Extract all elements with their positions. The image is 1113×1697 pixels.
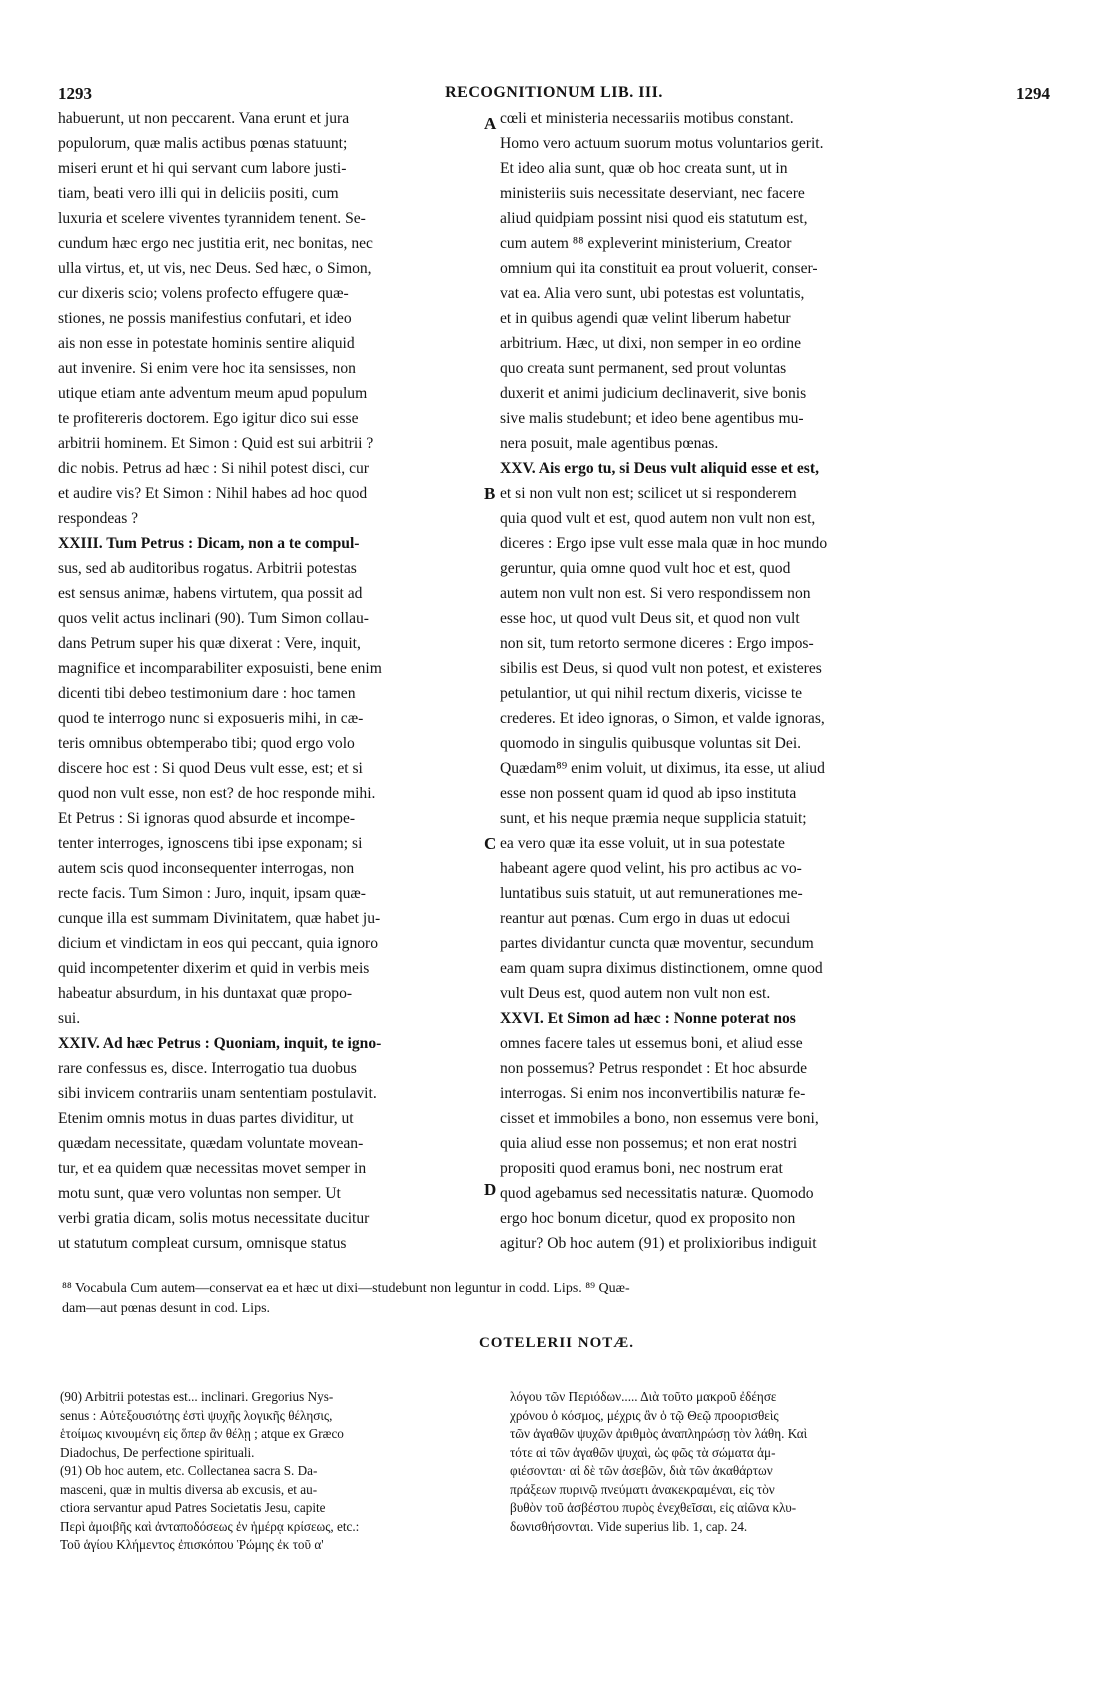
text-line: te profitereris doctorem. Ego igitur dico sui esse xyxy=(58,410,359,427)
text-line: tiam, beati vero illi qui in deliciis positi, cum xyxy=(58,185,339,202)
text-line: crederes. Et ideo ignoras, o Simon, et valde ignoras, xyxy=(500,710,825,727)
text-line: motu sunt, quæ vero voluntas non semper. Ut xyxy=(58,1185,341,1202)
text-line: XXIV. Ad hæc Petrus : Quoniam, inquit, te igno- xyxy=(58,1035,382,1052)
text-line: utique etiam ante adventum meum apud populum xyxy=(58,385,368,402)
text-line: Et Petrus : Si ignoras quod absurde et incompe- xyxy=(58,810,356,827)
note-line: Περὶ ἀμοιβῆς καὶ ἀνταποδόσεως ἐν ἡμέρᾳ κρίσεως, etc.: xyxy=(60,1518,360,1534)
note-line: φιέσονται· αἱ δὲ τῶν ἀσεβῶν, διὰ τῶν ἀκαθάρτων xyxy=(510,1463,773,1478)
section-marker-a: A xyxy=(484,114,497,133)
text-line: partes dividantur cuncta quæ moventur, secundum xyxy=(500,935,814,952)
text-line: habuerunt, ut non peccarent. Vana erunt et jura xyxy=(58,110,350,127)
text-line: Homo vero actuum suorum motus voluntarios gerit. xyxy=(500,135,824,152)
text-line: geruntur, quia omne quod vult hoc et est, quod xyxy=(500,560,791,577)
text-line: cisset et immobiles a bono, non essemus vere boni, xyxy=(500,1110,819,1127)
text-line: tur, et ea quidem quæ necessitas movet semper in xyxy=(58,1160,367,1177)
text-line: et audire vis? Et Simon : Nihil habes ad hoc quod xyxy=(58,485,368,502)
text-line: cum autem ⁸⁸ expleverint ministerium, Creator xyxy=(500,235,792,252)
notes-title: COTELERII NOTÆ. xyxy=(478,1335,635,1351)
note-line: Τοῦ ἁγίου Κλήμεντος ἐπισκόπου Ῥώμης ἐκ τοῦ α' xyxy=(60,1537,324,1552)
section-marker-c: C xyxy=(484,834,497,853)
text-line: quo creata sunt permanent, sed prout voluntas xyxy=(500,360,787,377)
footnote-line: dam—aut pœnas desunt in cod. Lips. xyxy=(62,1301,271,1316)
text-line: respondeas ? xyxy=(58,510,139,527)
text-line: ea vero quæ ita esse voluit, ut in sua potestate xyxy=(500,835,785,852)
running-header xyxy=(58,84,1050,106)
text-line: stiones, ne possis manifestius confutari, et ideo xyxy=(58,310,352,327)
text-line: cur dixeris scio; volens profecto effugere quæ- xyxy=(58,285,349,302)
note-line: masceni, quæ in multis diversa ab excusis, et au- xyxy=(60,1481,318,1497)
notes-left-column xyxy=(60,1388,490,1555)
text-line: recte facis. Tum Simon : Juro, inquit, ipsam quæ- xyxy=(58,885,366,902)
text-line: interrogas. Si enim nos inconvertibilis naturæ fe- xyxy=(500,1085,806,1102)
running-title: RECOGNITIONUM LIB. III. xyxy=(445,84,663,101)
text-line: vat ea. Alia vero sunt, ubi potestas est voluntatis, xyxy=(500,285,805,302)
text-line: Et ideo alia sunt, quæ ob hoc creata sunt, ut in xyxy=(500,160,788,177)
text-line: quos velit actus inclinari (90). Tum Simon collau- xyxy=(58,610,369,627)
section-marker-b: B xyxy=(484,484,496,503)
text-line: quomodo in singulis quibusque voluntas sit Dei. xyxy=(500,735,802,752)
text-line: ais non esse in potestate hominis sentire aliquid xyxy=(58,335,355,352)
text-line: aut invenire. Si enim vere hoc ita sensisses, non xyxy=(58,360,356,377)
notes-right-column xyxy=(510,1388,940,1536)
text-line: esse hoc, ut quod vult Deus sit, et quod non vult xyxy=(500,610,800,627)
text-line: sibilis est Deus, si quod vult non potest, et existeres xyxy=(500,660,822,677)
note-line: Diadochus, De perfectione spirituali. xyxy=(60,1444,255,1460)
text-line: populorum, quæ malis actibus pœnas statuunt; xyxy=(58,135,348,152)
text-line: sibi invicem contrariis unam sententiam postulavit. xyxy=(58,1085,377,1102)
text-line: teris omnibus obtemperabo tibi; quod ergo volo xyxy=(58,735,355,752)
text-line: omnes facere tales ut essemus boni, et aliud esse xyxy=(500,1035,803,1052)
text-line: sus, sed ab auditoribus rogatus. Arbitrii potestas xyxy=(58,560,357,577)
text-line: autem scis quod inconsequenter interrogas, non xyxy=(58,860,355,877)
text-line: dicenti tibi debeo testimonium dare : hoc tamen xyxy=(58,685,356,702)
text-line: discere hoc est : Si quod Deus vult esse, est; et si xyxy=(58,760,363,777)
text-line: miseri erunt et hi qui servant cum labore justi- xyxy=(58,160,347,177)
text-line: et si non vult non est; scilicet ut si responderem xyxy=(500,485,797,502)
text-line: nera posuit, male agentibus pœnas. xyxy=(500,435,719,452)
text-line: esse non possent quam id quod ab ipso instituta xyxy=(500,785,797,802)
text-line: est sensus animæ, habens virtutem, qua possit ad xyxy=(58,585,363,602)
text-line: non sit, tum retorto sermone diceres : Ergo impos- xyxy=(500,635,814,652)
page-number-right: 1294 xyxy=(1016,84,1050,103)
text-line: tenter interroges, ignoscens tibi ipse exponam; si xyxy=(58,835,363,852)
text-line: quia aliud esse non possemus; et non erat nostri xyxy=(500,1135,798,1152)
text-line: et in quibus agendi quæ velint liberum habetur xyxy=(500,310,791,327)
footnote xyxy=(62,1279,1042,1319)
text-line: dic nobis. Petrus ad hæc : Si nihil potest disci, cur xyxy=(58,460,369,477)
right-column xyxy=(500,106,930,1256)
text-line: rare confessus es, disce. Interrogatio tua duobus xyxy=(58,1060,357,1077)
note-line: τότε αἱ τῶν ἀγαθῶν ψυχαὶ, ὡς φῶς τὰ σώματα ἀμ- xyxy=(510,1444,776,1460)
text-line: ergo hoc bonum dicetur, quod ex proposito non xyxy=(500,1210,796,1227)
page-number-left: 1293 xyxy=(58,84,92,103)
text-line: agitur? Ob hoc autem (91) et prolixioribus indiguit xyxy=(500,1235,817,1252)
text-line: ut statutum compleat cursum, omnisque status xyxy=(58,1235,347,1252)
text-line: XXVI. Et Simon ad hæc : Nonne poterat nos xyxy=(500,1010,796,1027)
text-line: petulantior, ut qui nihil rectum dixeris, vicisse te xyxy=(500,685,803,702)
note-line: λόγου τῶν Περιόδων..... Διὰ τοῦτο μακροῦ ἐδέησε xyxy=(510,1389,777,1404)
text-line: diceres : Ergo ipse vult esse mala quæ in hoc mundo xyxy=(500,535,828,552)
text-line: quod agebamus sed necessitatis naturæ. Quomodo xyxy=(500,1185,814,1202)
text-line: verbi gratia dicam, solis motus necessitate ducitur xyxy=(58,1210,370,1227)
note-line: ctiora servantur apud Patres Societatis Jesu, capite xyxy=(60,1500,326,1515)
text-line: habeatur absurdum, in his duntaxat quæ propo- xyxy=(58,985,353,1002)
note-line: ἑτοίμως κινουμένη εἰς ὅπερ ἂν θέλῃ ; atque ex Græco xyxy=(60,1426,344,1441)
text-line: Etenim omnis motus in duas partes dividitur, ut xyxy=(58,1110,354,1127)
text-line: aliud quidpiam possint nisi quod eis statutum est, xyxy=(500,210,808,227)
text-line: arbitrium. Hæc, ut dixi, non semper in eo ordine xyxy=(500,335,801,352)
note-line: senus : Αὐτεξουσιότης ἐστὶ ψυχῆς λογικῆς θέλησις, xyxy=(60,1407,333,1423)
text-line: omnium qui ita constituit ea prout voluerit, conser- xyxy=(500,260,818,277)
text-line: dicium et vindictam in eos qui peccant, quia ignoro xyxy=(58,935,379,952)
text-line: luxuria et scelere viventes tyrannidem tenent. Se- xyxy=(58,210,366,227)
footnote-line: ⁸⁸ Vocabula Cum autem—conservat ea et hæc ut dixi—studebunt non leguntur in codd. Lips. ⁸⁹ Quæ- xyxy=(62,1281,630,1296)
note-line: (91) Ob hoc autem, etc. Collectanea sacra S. Da- xyxy=(60,1463,318,1478)
note-line: πράξεων πυρινῷ πνεύματι ἀνακεκραμέναι, εἰς τὸν xyxy=(510,1481,775,1497)
text-line: magnifice et incomparabiliter exposuisti, bene enim xyxy=(58,660,382,677)
text-line: ministeriis suis necessitate deserviant, nec facere xyxy=(500,185,805,202)
text-line: quod te interrogo nunc si exposueris mihi, in cæ- xyxy=(58,710,364,727)
text-line: sive malis studebunt; et ideo bene agentibus mu- xyxy=(500,410,804,427)
text-line: propositi quod eramus boni, nec nostrum erat xyxy=(500,1160,783,1177)
text-line: cunque illa est summam Divinitatem, quæ habet ju- xyxy=(58,910,381,927)
text-line: XXV. Ais ergo tu, si Deus vult aliquid esse et est, xyxy=(500,460,819,477)
text-line: quod non vult esse, non est? de hoc responde mihi. xyxy=(58,785,376,802)
text-line: habeant agere quod velint, his pro actibus ac vo- xyxy=(500,860,802,877)
note-line: χρόνου ὁ κόσμος, μέχρις ἂν ὁ τῷ Θεῷ προορισθεὶς xyxy=(510,1407,779,1423)
left-column xyxy=(58,106,478,1256)
text-line: quia quod vult et est, quod autem non vult non est, xyxy=(500,510,816,527)
text-line: dans Petrum super his quæ dixerat : Vere, inquit, xyxy=(58,635,361,652)
text-line: non possemus? Petrus respondet : Et hoc absurde xyxy=(500,1060,808,1077)
text-line: vult Deus est, quod autem non vult non est. xyxy=(500,985,771,1002)
text-line: cundum hæc ergo nec justitia erit, nec bonitas, nec xyxy=(58,235,373,252)
text-line: quid incompetenter dixerim et quid in verbis meis xyxy=(58,960,370,977)
text-line: quædam necessitate, quædam voluntate movean- xyxy=(58,1135,364,1152)
note-line: τῶν ἀγαθῶν ψυχῶν ἀριθμὸς ἀναπληρώσῃ τὸν λάθη. Καὶ xyxy=(510,1426,808,1441)
text-line: XXIII. Tum Petrus : Dicam, non a te compul- xyxy=(58,535,360,552)
section-marker-d: D xyxy=(484,1180,497,1199)
text-line: duxerit et animi judicium declinaverit, sive bonis xyxy=(500,385,807,402)
text-line: Quædam⁸⁹ enim voluit, ut diximus, ita esse, ut aliud xyxy=(500,760,825,777)
text-line: luntatibus suis statuit, ut aut remunerationes me- xyxy=(500,885,803,902)
text-line: autem non vult non est. Si vero respondissem non xyxy=(500,585,811,602)
note-line: βυθὸν τοῦ ἀσβέστου πυρὸς ἐνεχθεῖσαι, εἰς αἰῶνα κλυ- xyxy=(510,1500,797,1515)
note-line: δωνισθήσονται. Vide superius lib. 1, cap. 24. xyxy=(510,1518,748,1534)
text-line: arbitrii hominem. Et Simon : Quid est sui arbitrii ? xyxy=(58,435,374,452)
note-line: (90) Arbitrii potestas est... inclinari. Gregorius Nys- xyxy=(60,1389,334,1404)
text-line: eam quam supra diximus distinctionem, omne quod xyxy=(500,960,823,977)
text-line: reantur aut pœnas. Cum ergo in duas ut edocui xyxy=(500,910,791,927)
text-line: sunt, et his neque præmia neque supplicia statuit; xyxy=(500,810,807,827)
text-line: cœli et ministeria necessariis motibus constant. xyxy=(500,110,794,127)
text-line: sui. xyxy=(58,1010,81,1027)
text-line: ulla virtus, et, ut vis, nec Deus. Sed hæc, o Simon, xyxy=(58,260,372,277)
